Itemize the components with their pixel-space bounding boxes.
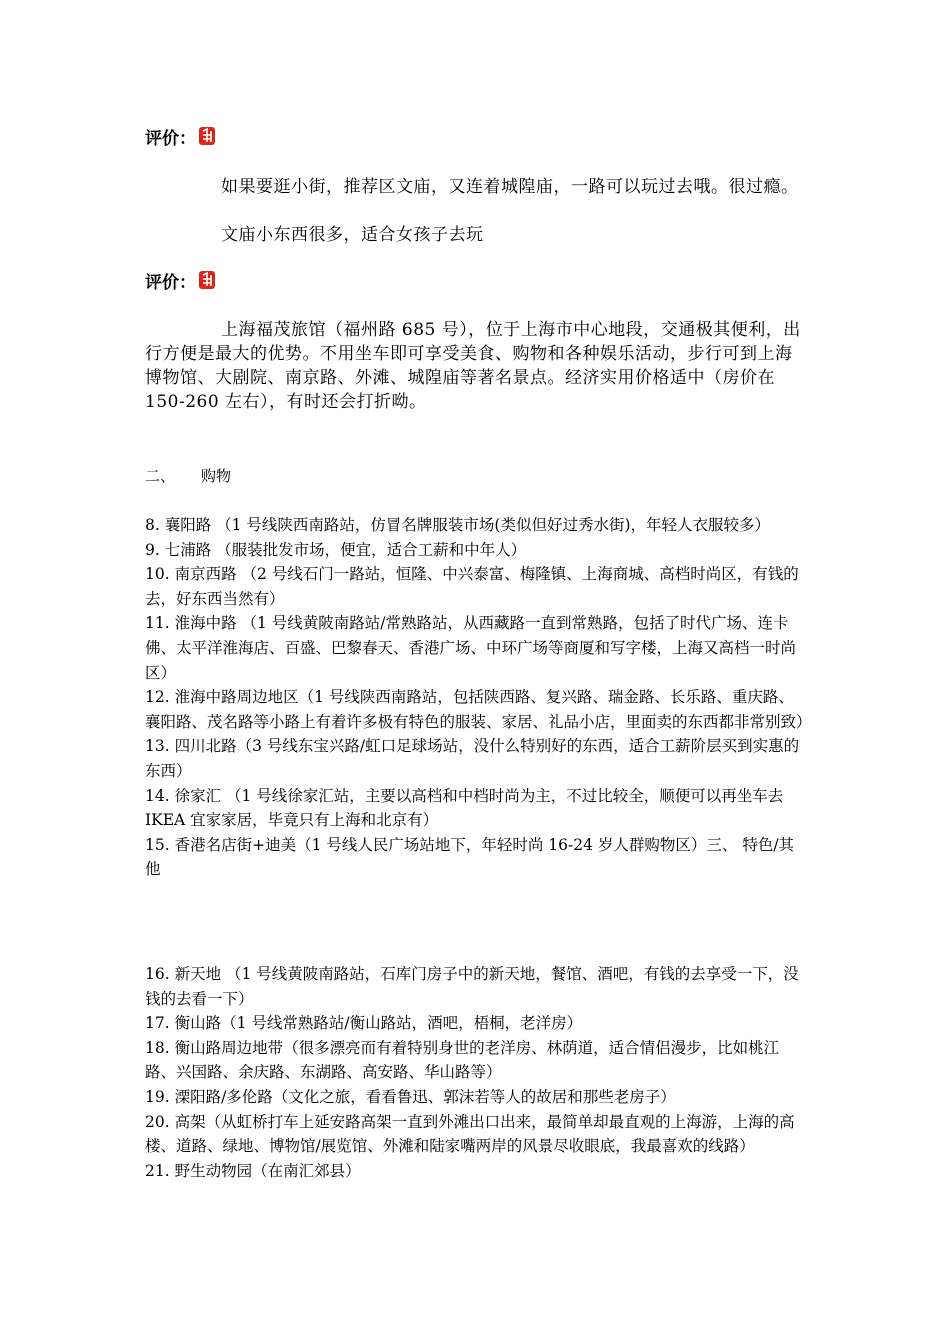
list-item: 12. 淮海中路周边地区（1 号线陕西南路站，包括陕西路、复兴路、瑞金路、长乐路、重庆路、襄阳路、茂名路等小路上有着许多极有特色的服装、家居、礼品小店，里面卖的东西都非常别致） (145, 688, 812, 731)
list-item: 21. 野生动物园（在南汇郊县） (145, 1161, 361, 1180)
review-paragraph: 上海福茂旅馆（福州路 685 号），位于上海市中心地段，交通极其便利，出行方便是最大的优势。不用坐车即可享受美食、购物和各种娱乐活动，步行可到上海博物馆、大剧院、南京路、外滩、城隍庙等著名景点。经济实用价格适中（房价在 150-260 左右），有时还会打折呦。 (145, 320, 801, 412)
review-label-1 (145, 127, 216, 151)
list-item: 11. 淮海中路 （1 号线黄陂南路站/常熟路站，从西藏路一直到常熟路，包括了时代广场、连卡佛、太平洋淮海店、百盛、巴黎春天、香港广场、中环广场等商厦和写字楼，上海又高档一时尚区） (145, 614, 797, 682)
section-title: 购物 (201, 467, 232, 485)
section-number: 二、 (145, 467, 176, 485)
list-item: 20. 高架（从虹桥打车上延安路高架一直到外滩出口出来，最简单却最直观的上海游，上海的高楼、道路、绿地、博物馆/展览馆、外滩和陆家嘴两岸的风景尽收眼底，我最喜欢的线路） (145, 1112, 795, 1156)
list-item: 14. 徐家汇 （1 号线徐家汇站，主要以高档和中档时尚为主，不过比较全，顺便可以再坐车去 IKEA 宜家家居，毕竟只有上海和北京有） (145, 786, 784, 830)
review-label-2 (145, 271, 216, 295)
list-item: 15. 香港名店街+迪美（1 号线人民广场站地下，年轻时尚 16-24 岁人群购物区）三、 特色/其他 (145, 835, 795, 879)
red-seal-stamp-icon (198, 270, 216, 290)
section-heading (145, 464, 231, 488)
review-paragraph: 文庙小东西很多，适合女孩子去玩 (221, 225, 484, 245)
list-item: 17. 衡山路（1 号线常熟路站/衡山路站，酒吧，梧桐，老洋房） (145, 1014, 583, 1033)
red-seal-stamp-icon (198, 126, 216, 146)
review-label-text: 评价： (145, 129, 196, 149)
list-item: 8. 襄阳路 （1 号线陕西南路站，仿冒名牌服装市场(类似但好过秀水街)，年轻人衣服较多） (145, 516, 771, 534)
special-list (145, 962, 809, 1183)
list-item: 9. 七浦路 （服装批发市场，便宜，适合工薪和中年人） (145, 540, 527, 559)
list-item: 13. 四川北路（3 号线东宝兴路/虹口足球场站，没什么特别好的东西，适合工薪阶层买到实惠的东西） (145, 737, 800, 780)
review-label-text: 评价： (145, 273, 196, 293)
list-item: 19. 溧阳路/多伦路（文化之旅，看看鲁迅、郭沫若等人的故居和那些老房子） (145, 1087, 676, 1106)
list-item: 16. 新天地 （1 号线黄陂南路站，石库门房子中的新天地，餐馆、酒吧，有钱的去享受一下，没钱的去看一下） (145, 965, 799, 1008)
review-paragraph: 如果要逛小街，推荐区文庙，又连着城隍庙，一路可以玩过去哦。很过瘾。 (221, 177, 799, 197)
list-item: 18. 衡山路周边地带（很多漂亮而有着特别身世的老洋房、林荫道，适合情侣漫步，比如桃江路、兴国路、余庆路、东湖路、高安路、华山路等） (145, 1038, 780, 1082)
list-item: 10. 南京西路 （2 号线石门一路站，恒隆、中兴泰富、梅隆镇、上海商城、高档时尚区，有钱的去，好东西当然有） (145, 565, 799, 608)
shopping-list (145, 513, 812, 882)
